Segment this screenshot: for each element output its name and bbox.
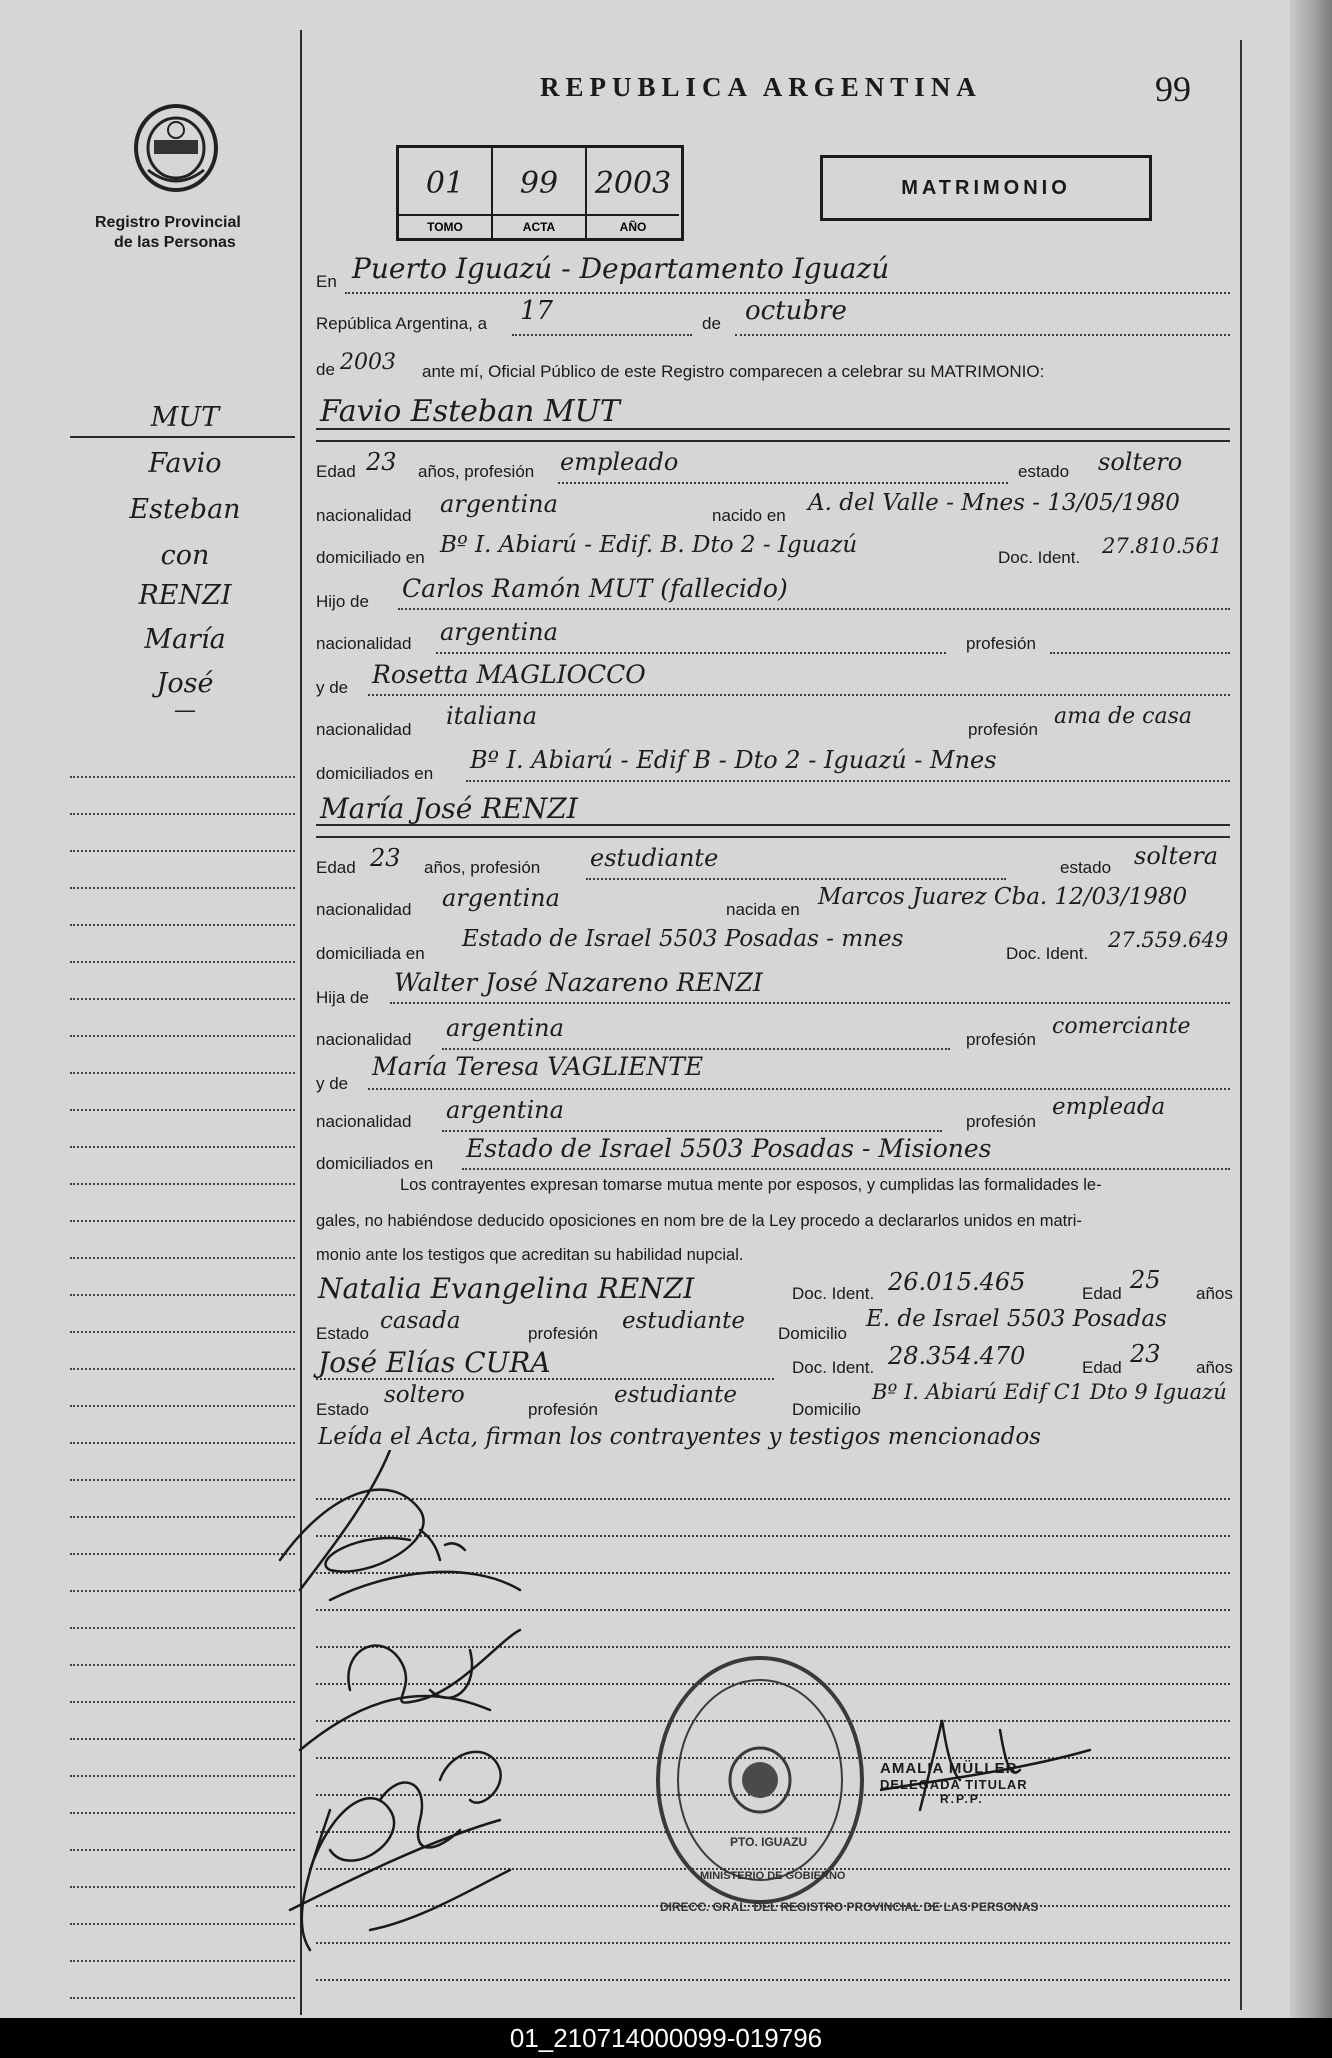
registry-name-line1: Registro Provincial [95,214,241,231]
bride-edad-label: Edad [316,858,356,877]
groom-mother-line [368,694,1230,696]
groom-mother-nacionalidad: italiana [446,702,538,730]
tomo-label: TOMO [399,214,491,238]
witness1-dom-label: Domicilio [778,1324,847,1343]
right-border-line [1240,40,1242,2010]
bride-mother-nac-line [442,1130,942,1132]
acta-cell [493,148,587,238]
margin-rule [70,436,295,438]
groom-birth: A. del Valle - Mnes - 13/05/1980 [808,490,1180,516]
bride-father-nac-label: nacionalidad [316,1030,412,1049]
bride-profession-line [586,878,1006,880]
bride-parents-dom-label: domiciliados en [316,1154,434,1173]
day-line [512,334,692,336]
bride-mother: María Teresa VAGLIENTE [372,1052,704,1081]
margin-ruled-line [70,1775,295,1777]
groom-parents-dom-label: domiciliados en [316,764,434,783]
groom-mother-nac-label: nacionalidad [316,720,412,739]
witness2-name: José Elías CURA [318,1346,551,1379]
margin-ruled-line [70,1146,295,1148]
margin-line-3: Esteban [129,494,241,525]
groom-edad-label: Edad [316,462,356,481]
groom-father-prof-line [1050,652,1230,654]
marriage-place: Puerto Iguazú - Departamento Iguazú [352,252,890,285]
acta-label: ACTA [493,214,585,238]
margin-ruled-line [70,776,295,778]
official-name: AMALIA MÜLLER [880,1760,1018,1777]
margin-ruled-line [70,1627,295,1629]
margin-ruled-line [70,1072,295,1074]
margin-ruled-line [70,1479,295,1481]
bride-doc: 27.559.649 [1108,928,1229,952]
groom-name: Favio Esteban MUT [320,394,620,429]
groom-yde-label: y de [316,678,349,697]
bride-father: Walter José Nazareno RENZI [394,968,763,997]
official-block [880,1760,1028,1806]
witness2-dom-label: Domicilio [792,1400,861,1419]
groom-domicilio: Bº I. Abiarú - Edif. B. Dto 2 - Iguazú [440,532,858,558]
groom-name-line [316,428,1230,430]
groom-father-line [398,608,1230,610]
margin-ruled-line [70,1738,295,1740]
republica-label: República Argentina, a [316,314,488,333]
margin-ruled-line [70,1553,295,1555]
margin-line-6: María [144,624,226,655]
bride-doc-label: Doc. Ident. [1006,944,1089,963]
groom-name-line2 [316,440,1230,442]
margin-ruled-line [70,1331,295,1333]
de-label: de [702,314,721,333]
bride-birth: Marcos Juarez Cba. 12/03/1980 [818,884,1188,910]
groom-parents-domicilio: Bº I. Abiarú - Edif B - Dto 2 - Iguazú - Mnes [470,746,997,774]
groom-estado-label: estado [1018,462,1070,481]
groom-dom-label: domiciliado en [316,548,425,567]
acta-value: 99 [519,166,559,201]
bride-profession: estudiante [590,844,719,872]
margin-ruled-line [70,1997,295,1999]
margin-ruled-line [70,1812,295,1814]
stamp-outer-text: DIRECC. GRAL. DEL REGISTRO PROVINCIAL DE LAS PERSONAS [660,1900,1039,1914]
groom-father-nacionalidad: argentina [440,618,558,646]
witness2-profession: estudiante [614,1382,737,1408]
de-year-label: de [316,360,335,379]
tomo-cell [399,148,493,238]
official-title: DELEGADA TITULAR [880,1777,1028,1792]
witness2-prof-label: profesión [528,1400,598,1419]
witness1-age: 25 [1130,1266,1161,1294]
groom-profession: empleado [560,448,679,476]
witness1-doc: 26.015.465 [888,1268,1026,1296]
ano-label: AÑO [587,214,679,238]
groom-mother-prof-label: profesión [968,720,1038,739]
margin-ruled-line [70,1849,295,1851]
groom-father: Carlos Ramón MUT (fallecido) [402,574,788,603]
margin-ruled-line [70,961,295,963]
groom-nacionalidad: argentina [440,490,558,518]
bride-mother-prof-label: profesión [966,1112,1036,1131]
groom-mother: Rosetta MAGLIOCCO [372,660,646,689]
groom-parents-dom-line [466,780,1230,782]
registry-name [95,213,241,253]
witness1-anos-label: años [1196,1284,1233,1303]
bride-mother-line [368,1088,1230,1090]
bride-nacida-label: nacida en [726,900,800,919]
witness1-doc-label: Doc. Ident. [792,1284,875,1303]
margin-line-8: — [174,698,196,723]
margin-ruled-line [70,1257,295,1259]
bride-anos-label: años, profesión [424,858,541,877]
bride-father-nac-line [442,1048,950,1050]
witness2-edad-label: Edad [1082,1358,1122,1377]
margin-line-2: Favio [148,448,222,479]
bride-nacionalidad: argentina [442,884,560,912]
witness1-name: Natalia Evangelina RENZI [318,1272,695,1305]
margin-ruled-line [70,887,295,889]
stamp-bottom-text: PTO. IGUAZU [730,1835,808,1849]
bride-father-line [390,1002,1230,1004]
groom-father-prof-label: profesión [966,634,1036,653]
bride-hija-label: Hija de [316,988,369,1007]
closing-text: Leída el Acta, firman los contrayentes y testigos mencionados [318,1424,1041,1450]
margin-ruled-line [70,1220,295,1222]
ano-cell [587,148,681,238]
witness1-estado-label: Estado [316,1324,369,1343]
record-reference-box [396,145,684,241]
declaration-line-1: Los contrayentes expresan tomarse mutua mente por esposos, y cumplidas las formalidades le- [400,1176,1102,1194]
declaration-line-2: gales, no habiéndose deducido oposiciones en nom bre de la Ley procedo a declararlos unidos en matri- [316,1212,1082,1230]
body-ruled-line [316,1979,1230,1981]
margin-ruled-line [70,850,295,852]
country-title: REPUBLICA ARGENTINA [540,72,982,102]
margin-ruled-line [70,1590,295,1592]
margin-ruled-line [70,1405,295,1407]
bride-dom-label: domiciliada en [316,944,425,963]
witness2-estado: soltero [384,1382,465,1408]
bride-father-profession: comerciante [1052,1014,1191,1039]
margin-ruled-line [70,924,295,926]
margin-ruled-line [70,1960,295,1962]
witness2-name-line [316,1378,774,1380]
margin-line-4: con [160,540,210,571]
witness1-estado: casada [380,1308,461,1334]
bride-name: María José RENZI [320,792,578,825]
margin-ruled-line [70,1923,295,1925]
binding-edge [1290,0,1332,2040]
official-unit: R.P.P. [940,1792,984,1806]
registry-seal-icon [130,100,222,195]
margin-ruled-line [70,1701,295,1703]
margin-line-5: RENZI [138,580,232,611]
bride-mother-nac-label: nacionalidad [316,1112,412,1131]
file-id-bar [0,2018,1332,2058]
bride-name-line [316,824,1230,826]
witness1-domicilio: E. de Israel 5503 Posadas [866,1306,1167,1332]
margin-ruled-line [70,1368,295,1370]
signatures-icon [270,1450,590,1970]
margin-ruled-line [70,998,295,1000]
tomo-value: 01 [425,166,465,201]
witness1-profession: estudiante [622,1308,745,1334]
bride-estado-label: estado [1060,858,1112,877]
margin-ruled-line [70,1035,295,1037]
margin-ruled-line [70,1442,295,1444]
groom-father-nac-label: nacionalidad [316,634,412,653]
groom-profession-line [558,482,1008,484]
margin-ruled-line [70,813,295,815]
intro-text: ante mí, Oficial Público de este Registro comparecen a celebrar su MATRIMONIO: [422,362,1045,381]
margin-ruled-line [70,1664,295,1666]
bride-nac-label: nacionalidad [316,900,412,919]
witness2-anos-label: años [1196,1358,1233,1377]
groom-doc-label: Doc. Ident. [998,548,1081,567]
ano-value: 2003 [594,166,672,201]
margin-ruled-line [70,1294,295,1296]
bride-mother-profession: empleada [1052,1094,1166,1120]
bride-yde-label: y de [316,1074,349,1093]
margin-ruled-line [70,1183,295,1185]
bride-parents-dom-line [462,1168,1230,1170]
witness2-doc-label: Doc. Ident. [792,1358,875,1377]
bride-domicilio: Estado de Israel 5503 Posadas - mnes [462,926,904,952]
witness1-prof-label: profesión [528,1324,598,1343]
groom-estado: soltero [1098,448,1183,476]
en-label-fix: En [316,272,337,291]
bride-estado: soltera [1134,842,1219,870]
page-number: 99 [1155,69,1191,109]
groom-nac-label: nacionalidad [316,506,412,525]
margin-line-1: MUT [150,402,220,433]
stamp-inner-text: MINISTERIO DE GOBIERNO [700,1870,846,1882]
bride-age: 23 [370,844,401,872]
bride-parents-domicilio: Estado de Israel 5503 Posadas - Misiones [466,1134,992,1163]
groom-anos-label: años, profesión [418,462,535,481]
margin-line-7: José [156,668,214,699]
bride-father-prof-label: profesión [966,1030,1036,1049]
groom-age: 23 [366,448,397,476]
margin-ruled-line [70,1886,295,1888]
place-line [345,292,1230,294]
groom-nacido-label: nacido en [712,506,786,525]
bride-father-nacionalidad: argentina [446,1014,564,1042]
file-id: 01_210714000099-019796 [509,2023,823,2053]
witness1-edad-label: Edad [1082,1284,1122,1303]
groom-father-nac-line [436,652,946,654]
bride-name-line2 [316,836,1230,838]
groom-mother-profession: ama de casa [1054,704,1193,729]
witness2-doc: 28.354.470 [888,1342,1026,1370]
bride-mother-nacionalidad: argentina [446,1096,564,1124]
marriage-month: octubre [745,296,847,326]
witness2-domicilio: Bº I. Abiarú Edif C1 Dto 9 Iguazú [872,1380,1227,1404]
groom-doc: 27.810.561 [1102,534,1223,558]
marriage-day: 17 [520,296,554,326]
witness2-age: 23 [1130,1340,1161,1368]
month-line [735,334,1230,336]
registry-name-line2: de las Personas [113,234,236,251]
margin-ruled-line [70,1109,295,1111]
witness2-estado-label: Estado [316,1400,369,1419]
record-type-box: MATRIMONIO [820,155,1152,221]
margin-ruled-line [70,1516,295,1518]
groom-hijo-label: Hijo de [316,592,369,611]
declaration-line-3: monio ante los testigos que acreditan su habilidad nupcial. [316,1246,744,1264]
marriage-year: 2003 [340,350,396,375]
